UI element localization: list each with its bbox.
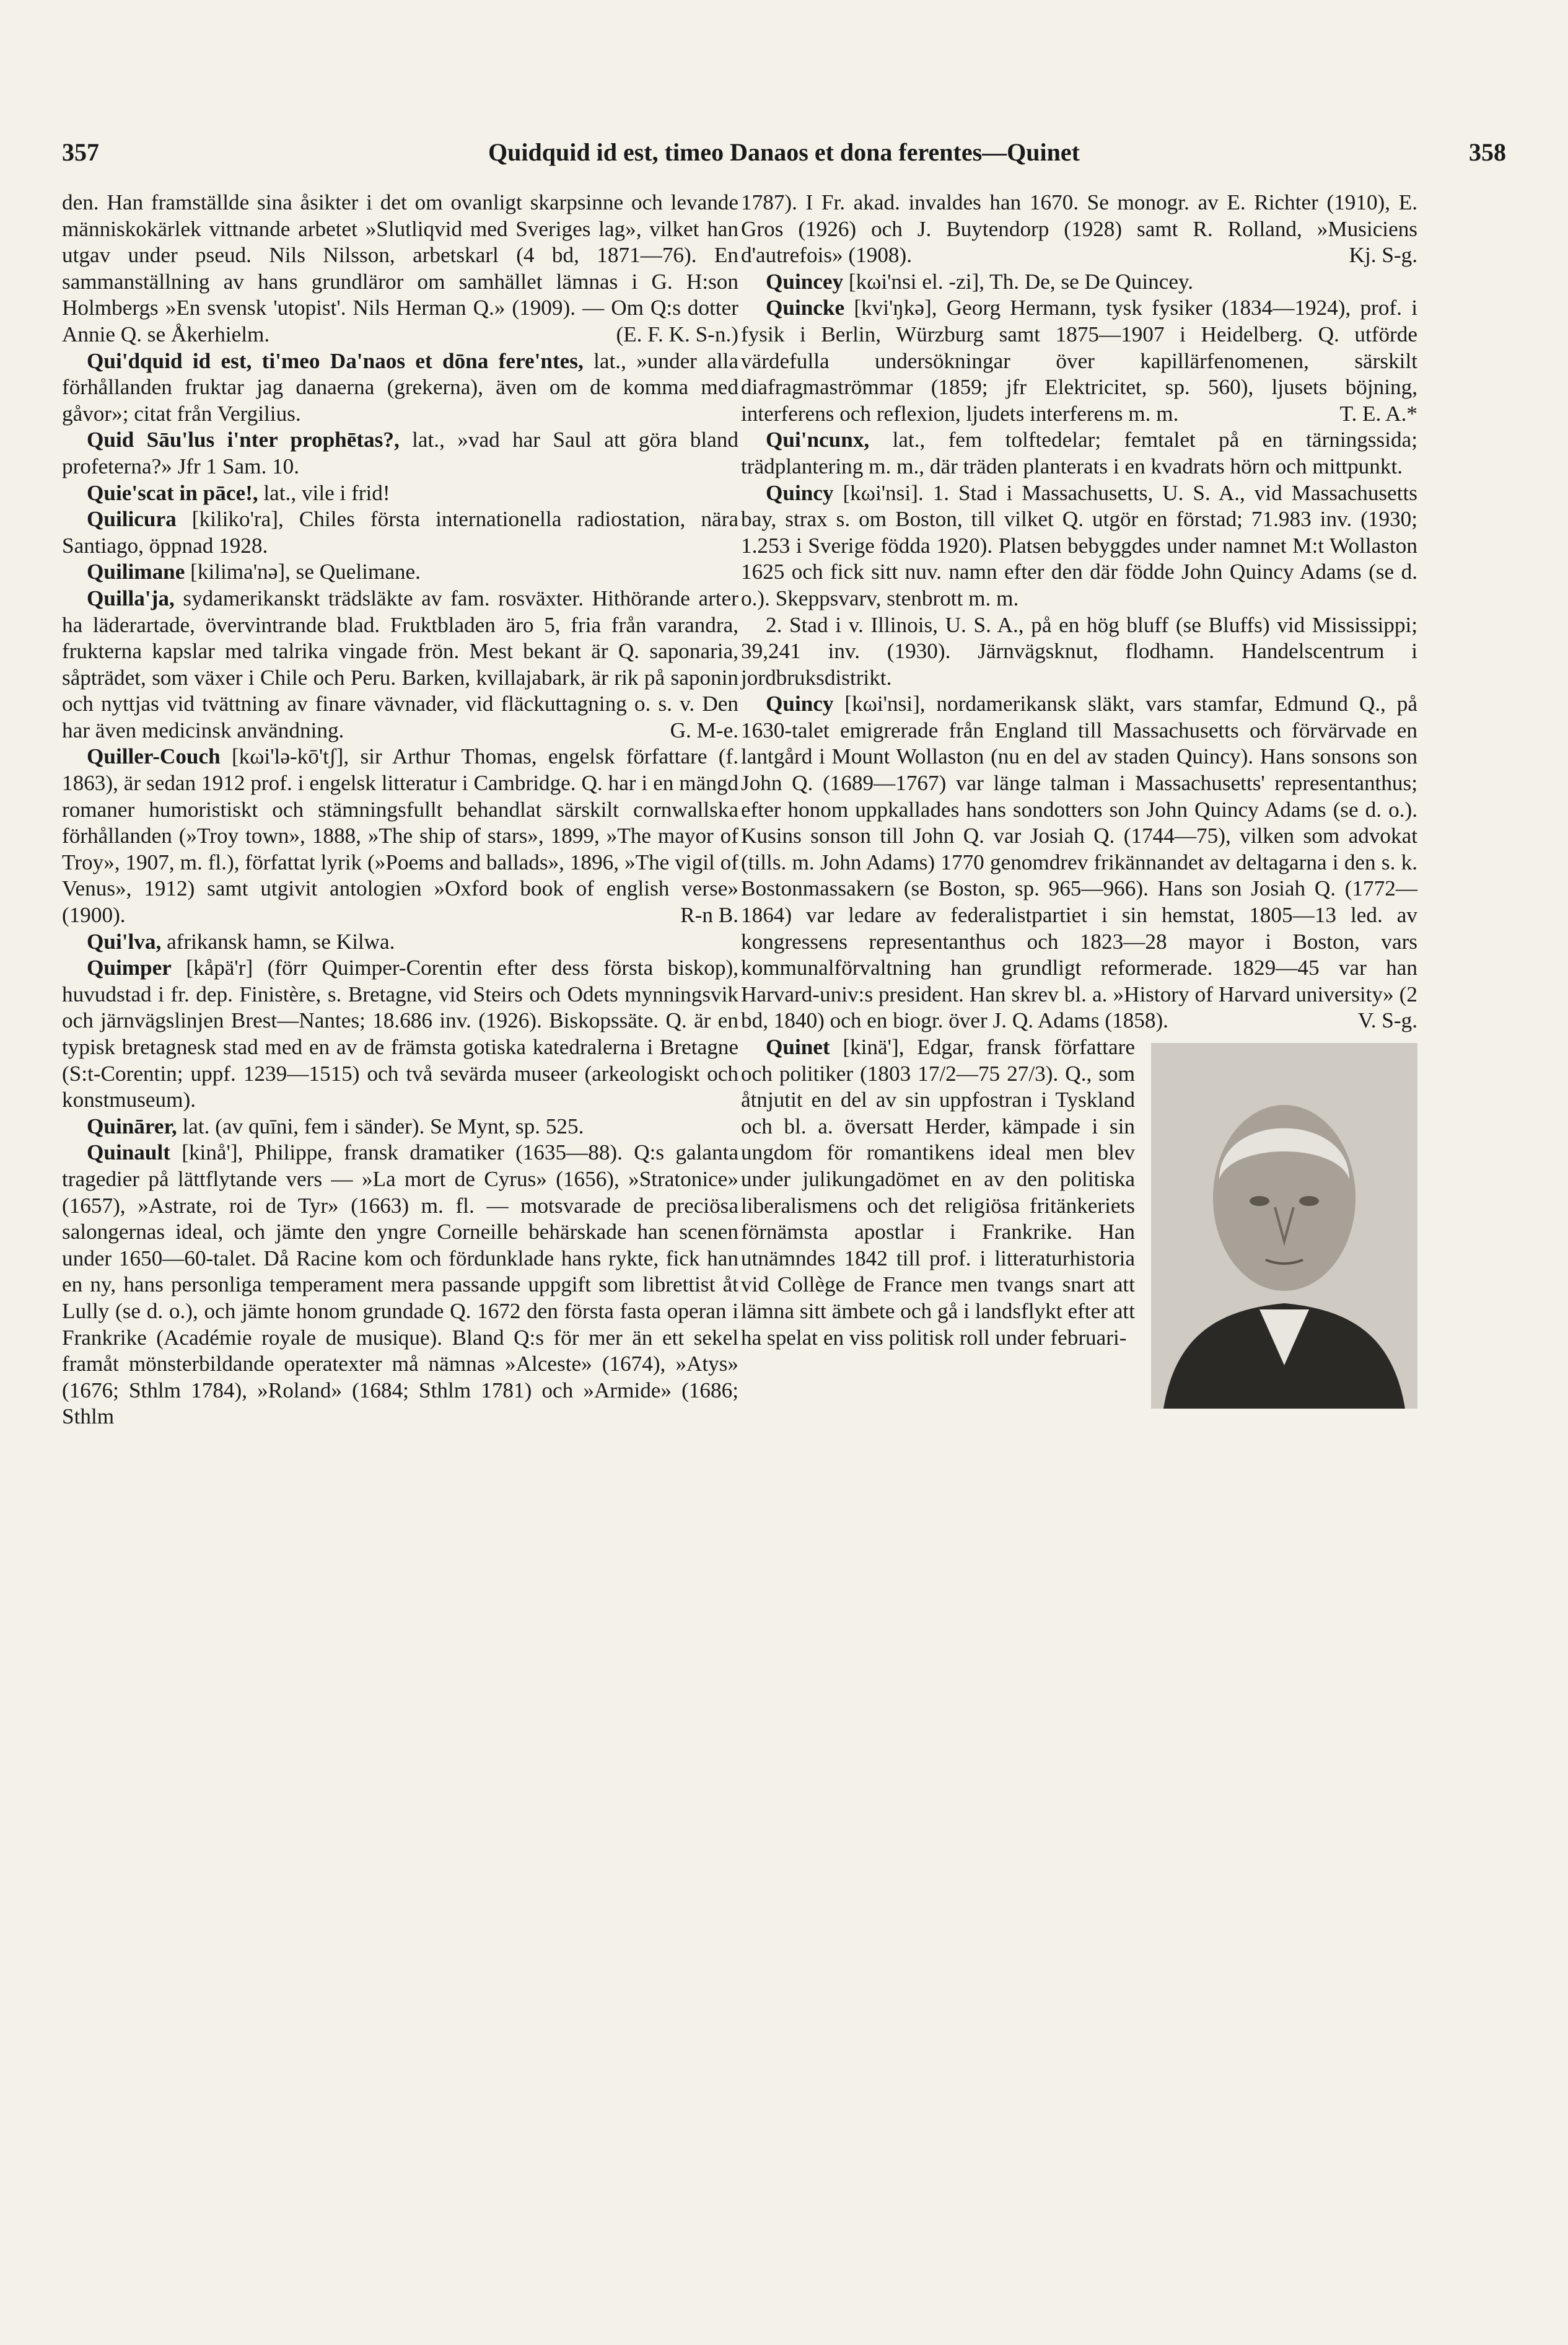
author-signature: (E. F. K. S-n.) (616, 322, 738, 346)
portrait-photo (1151, 1043, 1417, 1409)
page-header (62, 138, 1506, 181)
entry-headword: Quilla'ja, (87, 586, 175, 610)
entry-text: lat., »vad har Saul att göra bland profeterna?» Jfr 1 Sam. 10. (62, 428, 738, 478)
entry-text: [kiliko'ra], Chiles första internationella radiostation, nära Santiago, öppnad 1928. (62, 507, 738, 558)
dictionary-entry (741, 269, 1417, 296)
dictionary-entry (62, 929, 738, 956)
author-signature: Kj. S-g. (1349, 243, 1417, 268)
entry-text: afrikansk hamn, se Kilwa. (161, 929, 395, 954)
dictionary-entry (62, 480, 738, 507)
dictionary-entry (62, 559, 738, 586)
dictionary-entry (62, 348, 738, 428)
entry-headword: Quincey (766, 269, 844, 294)
entry-text: lat., vile i frid! (258, 480, 390, 505)
author-signature: G. M-e. (670, 718, 738, 742)
entry-text: [kinå'], Philippe, fransk dramatiker (1635—88). Q:s galanta tragedier på lättflytande vers — »La mort de Cyrus» (1656), »Stratonice» (1657), »Astrate, roi de Tyr» (1663) m. fl. — motsvarade de preciösa salongernas ideal, och jämte den yngre Corneille behärskade han scenen under 1650—60-talet. Då Racine kom och fördunklade hans rykte, fick han en ny, hans personliga temperament mera passande uppgift som librettist åt Lully (se d. o.), och jämte honom grundade Q. 1672 den första fasta operan i Frankrike (Académie royale de musique). Bland Q:s för mer än ett sekel framåt mönsterbildande operatexter må nämnas »Alceste» (1674), »Atys» (1676; Sthlm 1784), »Roland» (1684; Sthlm 1781) och »Armide» (1686; Sthlm (62, 1140, 738, 1429)
entry-text: lat. (av quīni, fem i sänder). Se Mynt, sp. 525. (177, 1114, 584, 1138)
dictionary-entry (741, 295, 1417, 427)
dictionary-entry (741, 612, 1417, 692)
entry-text: [kvi'ŋkə], Georg Hermann, tysk fysiker (1834—1924), prof. i fysik i Berlin, Würzburg samt 1875—1907 i Heidelberg. Q. utförde värdefulla undersökningar över kapillärfenomenen, särskilt diafragmaströmmar (1859; jfr Elektricitet, sp. 560), ljusets böjning, interferens och reflexion, ljudets interferens m. m. (741, 296, 1417, 426)
entry-headword: Quilimane (87, 560, 185, 584)
entry-headword: Quincy (766, 692, 834, 716)
dictionary-entry (62, 1140, 738, 1430)
continued-text (62, 190, 738, 348)
entry-headword: Quie'scat in pāce!, (87, 480, 258, 505)
entry-headword: Quid Sāu'lus i'nter prophētas?, (87, 428, 400, 452)
entry-headword: Qui'dquid id est, ti'meo Da'naos et dōna fere'ntes, (87, 348, 584, 373)
author-signature: R-n B. (680, 903, 738, 928)
dictionary-entry (62, 955, 738, 1114)
entry-text: lat., »under alla förhållanden fruktar jag danaerna (grekerna), även om de komma med gåvor»; citat från Vergilius. (62, 348, 739, 426)
dictionary-entry (741, 427, 1417, 480)
dictionary-entry (62, 506, 738, 559)
running-title: Quidquid id est, timeo Danaos et dona ferentes—Quinet (488, 138, 1080, 166)
entry-text: [kωi'nsi]. 1. Stad i Massachusetts, U. S. A., vid Massachusetts bay, strax s. om Boston, till vilket Q. utgör en förstad; 71.983 inv. (1930; 1.253 i Sverige födda 1920). Platsen bebyggdes under namnet M:t Wollaston 1625 och fick sitt nuv. namn efter den där födde John Quincy Adams (se d. o.). Skeppsvarv, stenbrott m. m. (741, 480, 1417, 610)
entry-text: [kωi'lə-kō'tʃ], sir Arthur Thomas, engelsk författare (f. 1863), är sedan 1912 prof. i engelsk litteratur i Cambridge. Q. har i en mängd romaner humoristiskt och stämningsfullt behandlat särskilt cornwallska förhållanden (»Troy town», 1888, »The ship of stars», 1899, »The mayor of Troy», 1907, m. fl.), författat lyrik (»Poems and ballads», 1896, »The vigil of Venus», 1912) samt utgivit antologien »Oxford book of english verse» (1900). (62, 744, 738, 928)
dictionary-entry (741, 480, 1417, 612)
author-signature: V. S-g. (1357, 1008, 1417, 1033)
continued-text (741, 190, 1417, 269)
dictionary-entry (741, 1034, 1417, 1351)
dictionary-entry (62, 744, 738, 928)
entry-text: [kåpä'r] (förr Quimper-Corentin efter dess första biskop), huvudstad i fr. dep. Finistère, s. Bretagne, vid Steirs och Odets mynningsvik och järnvägslinjen Brest—Nantes; 18.686 inv. (1926). Biskopssäte. Q. är en typisk bretagnesk stad med en av de främsta gotiska katedralerna i Bretagne (S:t-Corentin; uppf. 1239—1515) och två sevärda museer (arkeologiskt och konstmuseum). (62, 956, 738, 1112)
dictionary-entry (62, 586, 738, 744)
entry-text: [kωi'nsi el. -zi], Th. De, se De Quincey. (843, 269, 1194, 294)
right-column (741, 190, 1417, 1415)
author-signature: T. E. A.* (1339, 401, 1417, 426)
left-column (62, 190, 738, 1430)
page-number-left: 357 (62, 138, 99, 166)
entry-text: 2. Stad i v. Illinois, U. S. A., på en hög bluff (se Bluffs) vid Mississippi; 39,241 inv. (1930). Järnvägsknut, flodhamn. Handelscentrum i jordbruksdistrikt. (741, 612, 1417, 690)
entry-headword: Quimper (87, 956, 172, 980)
entry-headword: Quinet (766, 1035, 830, 1059)
entry-text: den. Han framställde sina åsikter i det om ovanligt skarpsinne och levande människokärlek vittnande arbetet »Slutliqvid med Sveriges lag», vilket han utgav under pseud. Nils Nilsson, arbetskarl (4 bd, 1871—76). En sammanställning av hans grundläror om samhället lämnas i G. H:son Holmbergs »En svensk 'utopist'. Nils Herman Q.» (1909). — Om Q:s dotter Annie Q. se Åkerhielm. (62, 190, 738, 346)
page-number-right: 358 (1469, 138, 1506, 166)
entry-headword: Quinārer, (87, 1114, 177, 1138)
entry-headword: Quiller-Couch (87, 744, 221, 769)
entry-text: [kinä'], Edgar, fransk författare och politiker (1803 17/2—75 27/3). Q., som åtnjutit en del av sin uppfostran i Tyskland och bl. a. översatt Herder, kämpade i sin ungdom för romantikens ideal men blev under julikungadömet en av den politiska liberalismens och det religiösa fritänkeriets förnämsta apostlar i Frankrike. Han utnämndes 1842 till prof. i litteraturhistoria vid Collège de France men tvangs snart att lämna sitt ämbete och gå i landsflykt efter att ha spelat en viss politisk roll under februari- (741, 1035, 1135, 1350)
entry-text: lat., fem tolftedelar; femtalet på en tärningssida; trädplantering m. m., där träden planterats i en kvadrats hörn och mittpunkt. (741, 428, 1417, 478)
entry-headword: Qui'ncunx, (766, 428, 870, 452)
dictionary-entry (741, 691, 1417, 1034)
entry-headword: Qui'lva, (87, 929, 162, 954)
dictionary-entry (62, 427, 738, 480)
entry-headword: Quincke (766, 296, 845, 320)
entry-text: 1787). I Fr. akad. invaldes han 1670. Se monogr. av E. Richter (1910), E. Gros (1926) och J. Buytendorp (1928) samt R. Rolland, »Musiciens d'autrefois» (1908). (741, 190, 1417, 268)
dictionary-entry (62, 1114, 738, 1140)
entry-text: [kilima'nə], se Quelimane. (185, 560, 421, 584)
entry-text: [kωi'nsi], nordamerikansk släkt, vars stamfar, Edmund Q., på 1630-talet emigrerade från England till Massachusetts och förvärvade en lantgård i Mount Wollaston (nu en del av staden Quincy). Hans sonsons son John Q. (1689—1767) var länge talman i Massachusetts' representanthus; efter honom uppkallades hans sondotters son John Quincy Adams (se d. o.). Kusins sonson till John Q. var Josiah Q. (1744—75), vilken som advokat (tills. m. John Adams) 1770 genomdrev frikännandet av deltagarna i den s. k. Bostonmassakern (se Boston, sp. 965—966). Hans son Josiah Q. (1772—1864) var ledare av federalistpartiet i sin hemstat, 1805—13 led. av kongressens representanthus och 1823—28 mayor i Boston, vars kommunalförvaltning han grundligt reformerade. 1829—45 var han Harvard-univ:s president. Han skrev bl. a. »History of Harvard university» (2 bd, 1840) och en biogr. över J. Q. Adams (1858). (741, 692, 1417, 1033)
entry-headword: Quincy (766, 480, 834, 505)
entry-headword: Quilicura (87, 507, 177, 532)
entry-text: sydamerikanskt trädsläkte av fam. rosväxter. Hithörande arter ha läderartade, övervintrande blad. Fruktbladen äro 5, fria från varandra, frukterna kapslar med talrika vingade frön. Mest bekant är Q. saponaria, såpträdet, som växer i Chile och Peru. Barken, kvillajabark, är rik på saponin och nyttjas vid tvättning av finare vävnader, vid fläckuttagning o. s. v. Den har även medicinsk användning. (62, 586, 738, 742)
entry-headword: Quinault (87, 1140, 170, 1165)
